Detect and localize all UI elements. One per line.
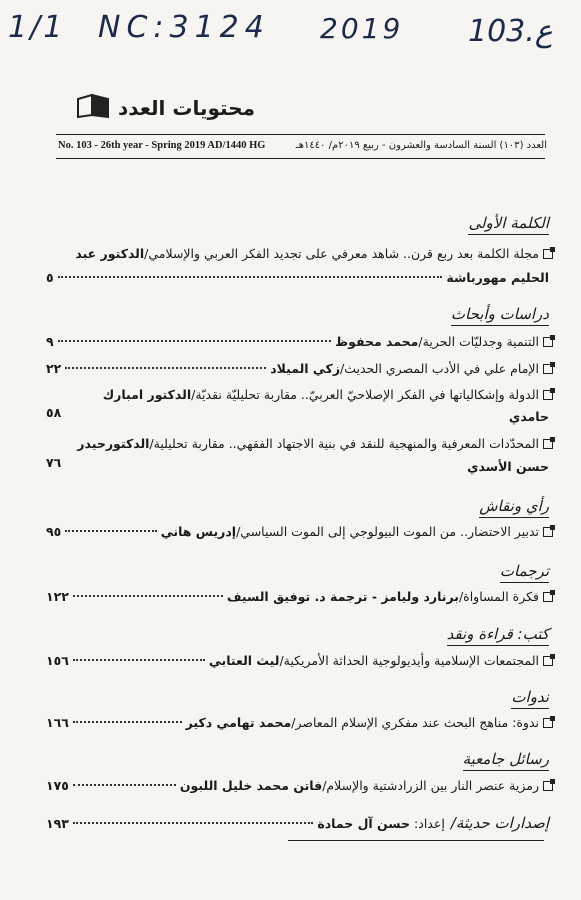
issue-info-english: No. 103 - 26th year - Spring 2019 AD/1440 HG — [58, 140, 266, 151]
entry-author: زكي الميلاد — [270, 361, 341, 376]
entry-author: فاتن محمد خليل اللبون — [179, 778, 323, 793]
toc-entry — [46, 520, 553, 543]
section-heading-text: الكلمة الأولى — [468, 214, 549, 232]
leader-dots — [73, 784, 176, 786]
toc-page-line — [46, 455, 61, 470]
toc-entry — [46, 330, 553, 353]
section-heading-text: كتب: قراءة ونقد — [446, 625, 549, 643]
leader-dots — [73, 822, 313, 824]
page-number: ١٦٦ — [46, 715, 69, 730]
entry-author: الدكتورحيدر — [77, 436, 150, 451]
section-heading-text: رأي ونقاش — [479, 497, 549, 515]
page-number: ١٩٣ — [46, 816, 69, 831]
entry-title: مجلة الكلمة بعد ربع قرن.. شاهد معرفي على تجديد الفكر العربي والإسلامي/ — [144, 246, 539, 261]
toc-entry — [46, 649, 553, 672]
entry-author: الدكتور عبد — [75, 246, 145, 261]
page-title-block — [55, 92, 255, 124]
handwritten-fraction: 1/1 — [8, 10, 66, 45]
entry-author: الدكتور امبارك — [102, 387, 192, 402]
leader-dots — [65, 530, 156, 532]
leader-dots — [73, 595, 223, 597]
page-number: ٩ — [46, 334, 54, 349]
leader-dots — [73, 659, 205, 661]
entry-author: ليث العتابي — [208, 653, 280, 668]
entry-author: برنارد وليامز - ترجمة د. توفيق السيف — [227, 589, 459, 604]
section-heading-text: رسائل جامعية — [462, 750, 549, 768]
page-number: ١٧٥ — [46, 778, 69, 793]
section-heading-opinion — [479, 497, 549, 518]
page-number: ١٥٦ — [46, 653, 69, 668]
entry-title: رمزية عنصر النار بين الزرادشتية والإسلام/ — [322, 778, 539, 793]
entry-title: فكرة المساواة/ — [458, 589, 539, 604]
footer-rule — [288, 840, 544, 841]
bullet-icon — [543, 718, 553, 728]
page-number: ٩٥ — [46, 524, 62, 539]
entry-title: المحدّدات المعرفية والمنهجية للنقد في بنية الاجتهاد الفقهي.. مقاربة تحليلية/ — [149, 436, 539, 451]
toc-entry — [46, 711, 553, 734]
leader-dots — [58, 276, 443, 278]
section-heading-text: ندوات — [511, 688, 549, 706]
page-title: محتويات العدد — [117, 96, 255, 120]
toc-entry — [46, 432, 553, 455]
leader-dots — [58, 340, 332, 342]
bullet-icon — [543, 527, 553, 537]
page-number: ٢٢ — [46, 361, 62, 376]
entry-author: حسن آل حمادة — [317, 816, 411, 831]
section-heading-seminars — [511, 688, 549, 709]
toc-page-line — [46, 405, 61, 420]
entry-author-cont: حسن الأسدي — [467, 459, 549, 474]
section-heading-translations — [500, 562, 549, 583]
header-rule-top — [56, 134, 545, 135]
toc-entry — [46, 774, 553, 797]
entry-title: التنمية وجدليّات الحرية/ — [418, 334, 539, 349]
open-book-icon — [76, 93, 110, 123]
entry-author: محمد محفوظ — [335, 334, 419, 349]
entry-author-cont: حامدي — [508, 409, 549, 424]
entry-author-cont: الحليم مهورباشة — [446, 270, 549, 285]
entry-title: إعداد: — [414, 816, 445, 831]
leader-dots — [65, 367, 266, 369]
bullet-icon — [543, 249, 553, 259]
handwritten-year: 2019 — [320, 12, 404, 45]
bullet-icon — [543, 592, 553, 602]
entry-title: المجتمعات الإسلامية وأيديولوجية الحداثة الأمريكية/ — [279, 653, 539, 668]
toc-entry — [46, 585, 553, 608]
section-heading-text: دراسات وأبحاث — [450, 305, 549, 323]
handwritten-code: NC:3124 — [98, 10, 270, 45]
bullet-icon — [543, 439, 553, 449]
section-heading-text: ترجمات — [499, 562, 549, 580]
bullet-icon — [543, 390, 553, 400]
issue-info-arabic: العدد (١٠٣) السنة السادسة والعشرون - ربيع ٢٠١٩م/ ١٤٤٠هـ — [295, 140, 547, 151]
entry-author: محمد تهامي دكير — [185, 715, 292, 730]
bullet-icon — [543, 364, 553, 374]
bullet-icon — [543, 781, 553, 791]
entry-title: ندوة: مناهج البحث عند مفكري الإسلام المعاصر/ — [291, 715, 539, 730]
page-number: ٥٨ — [46, 405, 62, 420]
header-rule-bottom — [56, 158, 545, 159]
page-number: ٥ — [46, 270, 54, 285]
toc-entry — [46, 242, 553, 265]
section-heading-theses — [463, 750, 549, 771]
page-number: ١٢٢ — [46, 589, 69, 604]
section-heading-first-word — [468, 214, 549, 235]
toc-entry-continued — [46, 455, 549, 478]
bullet-icon — [543, 656, 553, 666]
handwritten-issue: 103.ع — [468, 14, 553, 49]
entry-author: إدريس هاني — [160, 524, 237, 539]
section-heading-books — [447, 625, 549, 646]
leader-dots — [73, 721, 182, 723]
toc-entry-new-releases — [46, 812, 549, 835]
bullet-icon — [543, 337, 553, 347]
toc-entry — [46, 383, 553, 406]
section-heading-new-releases: إصدارات حديثة/ — [450, 814, 549, 832]
entry-title: الدولة وإشكالياتها في الفكر الإصلاحيّ العربيّ.. مقاربة تحليليّة نقديّة/ — [191, 387, 539, 402]
toc-entry — [46, 357, 553, 380]
entry-title: الإمام علي في الأدب المصري الحديث/ — [340, 361, 539, 376]
toc-entry-continued — [46, 266, 549, 289]
section-heading-studies — [451, 305, 549, 326]
toc-entry-continued — [46, 405, 549, 428]
page-number: ٧٦ — [46, 455, 62, 470]
entry-title: تدبير الاحتضار.. من الموت البيولوجي إلى الموت السياسي/ — [236, 524, 539, 539]
